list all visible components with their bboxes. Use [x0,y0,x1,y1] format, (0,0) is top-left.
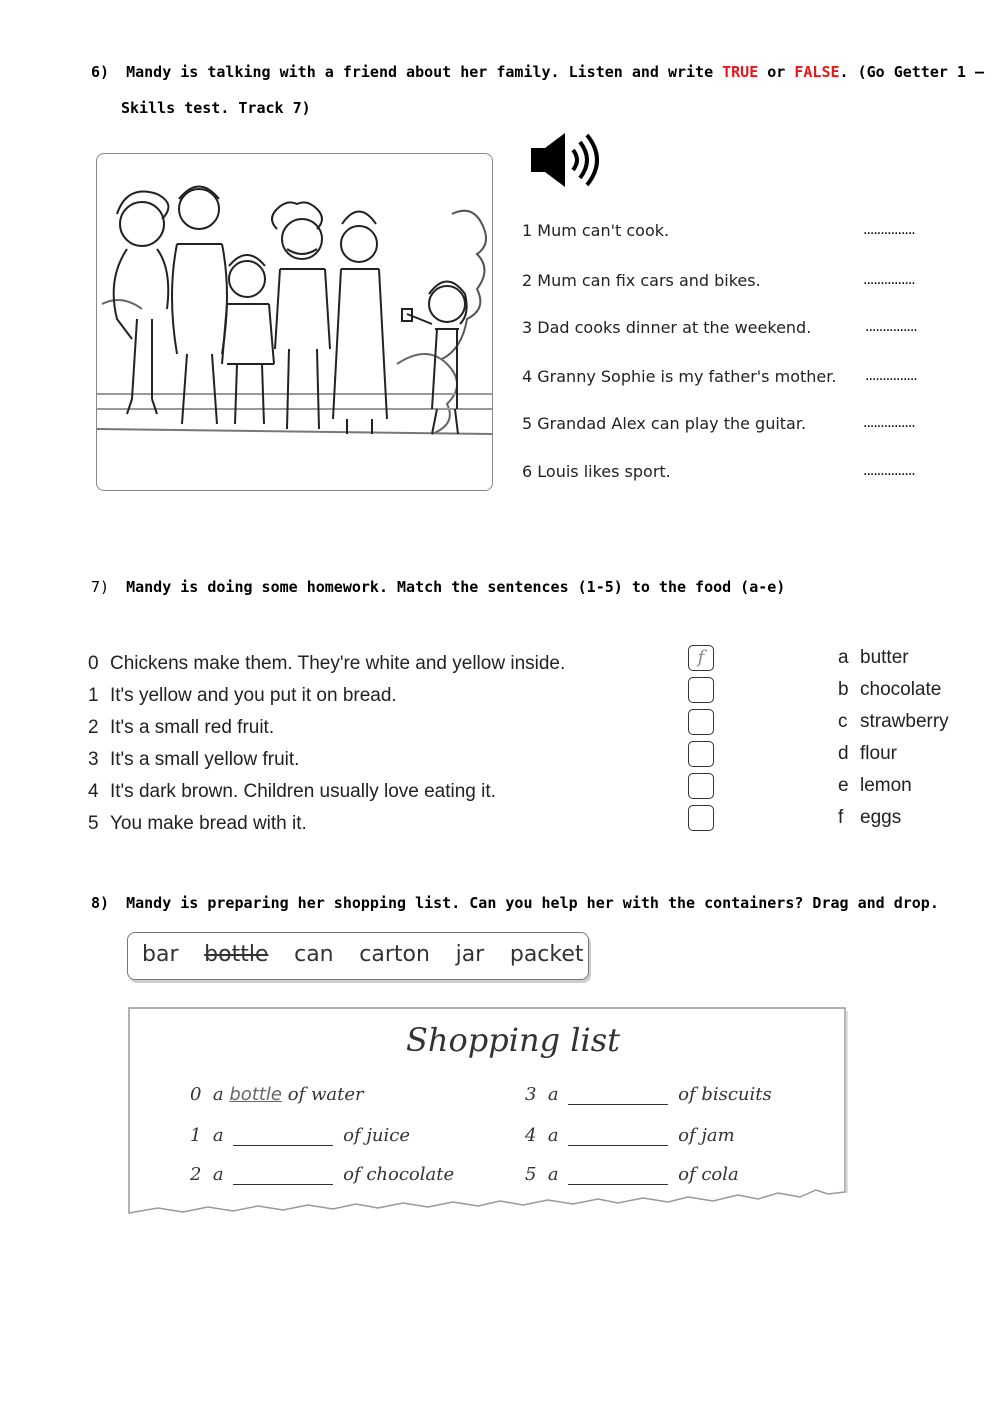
match-box-5[interactable] [688,805,714,831]
item-number: 2 [190,1164,202,1185]
food-letter: f [838,807,844,828]
answer-slot-5[interactable] [568,1166,668,1185]
statement-2: 2 Mum can fix cars and bikes. [522,271,761,290]
q7-number: 7) [91,578,110,596]
word-bottle[interactable]: bottle [204,942,269,967]
q6-text-a: Mandy is talking with a friend about her family. Listen and write [126,63,723,81]
item-rest: of biscuits [678,1084,772,1105]
statement-3: 3 Dad cooks dinner at the weekend. [522,318,812,337]
word-can[interactable]: can [294,942,334,967]
statement-6: 6 Louis likes sport. [522,462,671,481]
answer-field-3[interactable]: ............... [865,319,917,335]
word-bank [127,932,589,980]
answer-slot-0[interactable]: bottle [229,1084,283,1105]
word-jar[interactable]: jar [455,942,485,967]
list-item-2 [190,1164,454,1185]
list-item-4 [525,1125,735,1146]
item-number: 4 [525,1125,537,1146]
food-letter: d [838,743,849,764]
food-name: flour [860,743,897,764]
statement-1: 1 Mum can't cook. [522,221,670,240]
food-name: chocolate [860,679,942,700]
item-rest: of water [287,1084,364,1105]
answer-field-6[interactable]: ............... [863,463,915,479]
sentence-3 [88,744,565,776]
item-rest: of jam [678,1125,735,1146]
item-article: a [547,1164,559,1185]
or-word: or [758,63,795,81]
shopping-list-paper [128,1007,848,1225]
answer-field-4[interactable]: ............... [865,368,917,384]
item-article: a [547,1084,559,1105]
sentence-text: It's a small red fruit. [110,717,275,738]
sentence-number: 2 [88,717,99,738]
sentence-0 [88,648,565,680]
food-letter: e [838,775,849,796]
item-article: a [212,1084,224,1105]
family-illustration [96,153,493,491]
list-item-0 [190,1084,364,1105]
sentence-number: 0 [88,653,99,674]
sentence-text: It's a small yellow fruit. [110,749,300,770]
food-list [838,642,949,834]
sentence-number: 1 [88,685,99,706]
item-article: a [212,1164,224,1185]
match-box-1[interactable] [688,677,714,703]
word-bar[interactable]: bar [142,942,179,967]
list-item-1 [190,1125,410,1146]
item-number: 5 [525,1164,537,1185]
answer-slot-1[interactable] [233,1127,333,1146]
answer-field-1[interactable]: ............... [863,222,915,238]
sentence-list [88,648,565,840]
food-name: butter [860,647,909,668]
food-b [838,674,949,706]
food-c [838,706,949,738]
q6-text-c: Skills test. Track 7) [121,99,311,117]
speaker-icon[interactable] [528,130,604,190]
match-box-3[interactable] [688,741,714,767]
food-e [838,770,949,802]
match-box-2[interactable] [688,709,714,735]
item-article: a [212,1125,224,1146]
word-carton[interactable]: carton [359,942,430,967]
answer-slot-3[interactable] [568,1086,668,1105]
q6-number: 6) [91,63,110,81]
answer-slot-2[interactable] [233,1166,333,1185]
false-word: FALSE [794,63,840,81]
sentence-5 [88,808,565,840]
word-packet[interactable]: packet [509,942,584,967]
item-number: 0 [190,1084,202,1105]
sentence-4 [88,776,565,808]
item-rest: of chocolate [343,1164,455,1185]
speaker-icon-graphic [528,130,604,190]
list-item-5 [525,1164,739,1185]
answer-field-2[interactable]: ............... [863,272,915,288]
sentence-number: 4 [88,781,99,802]
sentence-text: You make bread with it. [110,813,307,834]
q8-number: 8) [91,894,110,912]
item-rest: of cola [678,1164,739,1185]
food-letter: a [838,647,849,668]
q8-text: Mandy is preparing her shopping list. Can you help her with the containers? Drag and drop. [126,894,939,912]
match-box-4[interactable] [688,773,714,799]
food-name: strawberry [860,711,949,732]
family-drawing [97,154,492,490]
q6-text-b: . (Go Getter 1 – [839,63,985,81]
q6-heading [91,63,984,81]
statement-4: 4 Granny Sophie is my father's mother. [522,367,837,386]
sentence-text: It's dark brown. Children usually love eating it. [110,781,496,802]
food-a [838,642,949,674]
food-letter: c [838,711,848,732]
sentence-number: 5 [88,813,99,834]
statement-5: 5 Grandad Alex can play the guitar. [522,414,807,433]
item-article: a [547,1125,559,1146]
true-word: TRUE [722,63,759,81]
answer-slot-4[interactable] [568,1127,668,1146]
list-item-3 [525,1084,772,1105]
q8-heading [91,894,939,912]
food-letter: b [838,679,849,700]
food-name: lemon [860,775,912,796]
item-number: 3 [525,1084,537,1105]
q7-text: Mandy is doing some homework. Match the sentences (1-5) to the food (a-e) [126,578,786,596]
shopping-list-title: Shopping list [406,1021,621,1059]
answer-field-5[interactable]: ............... [863,415,915,431]
item-rest: of juice [343,1125,410,1146]
food-f [838,802,949,834]
item-number: 1 [190,1125,202,1146]
sentence-text: Chickens make them. They're white and yellow inside. [110,653,566,674]
sentence-1 [88,680,565,712]
match-box-0[interactable]: f [688,645,714,671]
food-d [838,738,949,770]
food-name: eggs [860,807,902,828]
sentence-2 [88,712,565,744]
q7-heading [91,578,785,596]
sentence-number: 3 [88,749,99,770]
sentence-text: It's yellow and you put it on bread. [110,685,397,706]
